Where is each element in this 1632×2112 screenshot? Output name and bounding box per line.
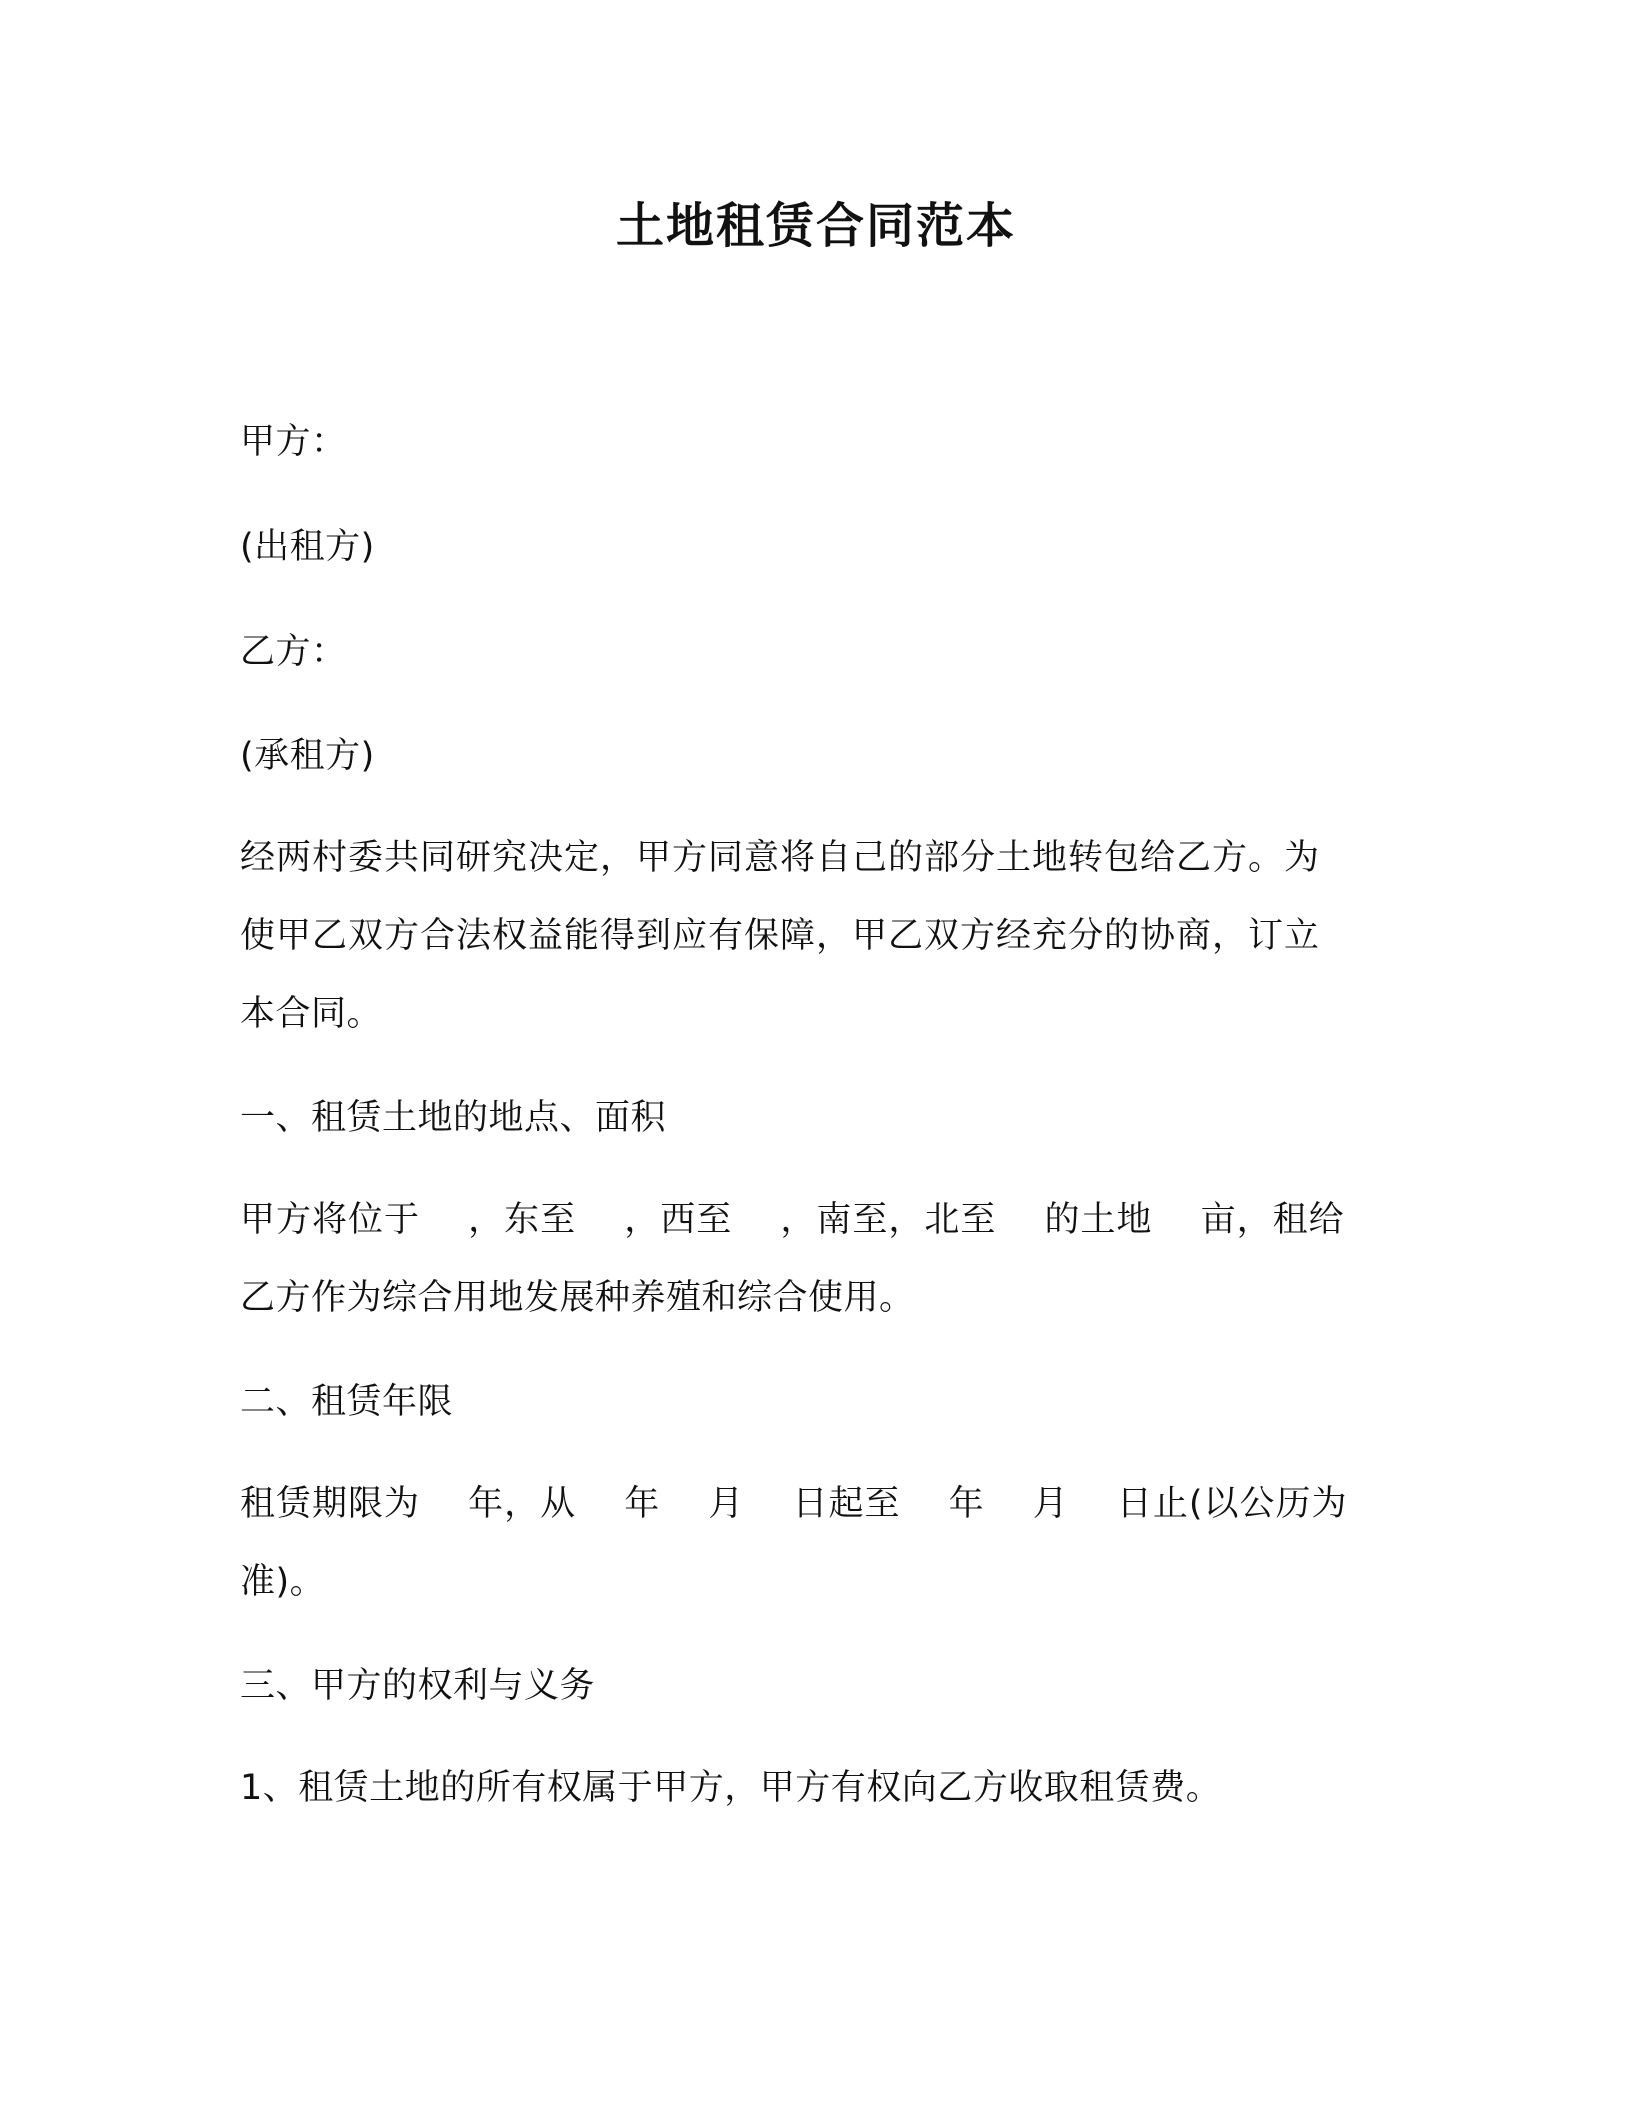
section-1-line-2: 乙方作为综合用地发展种养殖和综合使用。 bbox=[240, 1278, 915, 1318]
preamble-line-2: 使甲乙双方合法权益能得到应有保障，甲乙双方经充分的协商，订立 bbox=[240, 916, 1321, 956]
party-a-role: (出租方) bbox=[240, 527, 375, 567]
document-title: 土地租赁合同范本 bbox=[615, 198, 1016, 254]
preamble-line-3: 本合同。 bbox=[240, 994, 383, 1034]
section-heading-3: 三、甲方的权利与义务 bbox=[240, 1666, 596, 1706]
section-heading-2: 二、租赁年限 bbox=[240, 1382, 454, 1422]
section-1-line-1: 甲方将位于 ，东至 ，西至 ，南至，北至 的土地 亩，租给 bbox=[240, 1200, 1345, 1240]
party-a-label: 甲方： bbox=[240, 422, 347, 462]
section-3-item-1: 1、租赁土地的所有权属于甲方，甲方有权向乙方收取租赁费。 bbox=[240, 1768, 1222, 1808]
section-2-line-2: 准)。 bbox=[240, 1562, 326, 1602]
party-b-role: (承租方) bbox=[240, 736, 375, 776]
section-heading-1: 一、租赁土地的地点、面积 bbox=[240, 1098, 667, 1138]
preamble-line-1: 经两村委共同研究决定，甲方同意将自己的部分土地转包给乙方。为 bbox=[240, 838, 1321, 878]
section-2-line-1: 租赁期限为 年，从 年 月 日起至 年 月 日止(以公历为 bbox=[240, 1484, 1348, 1524]
party-b-label: 乙方： bbox=[240, 632, 347, 672]
